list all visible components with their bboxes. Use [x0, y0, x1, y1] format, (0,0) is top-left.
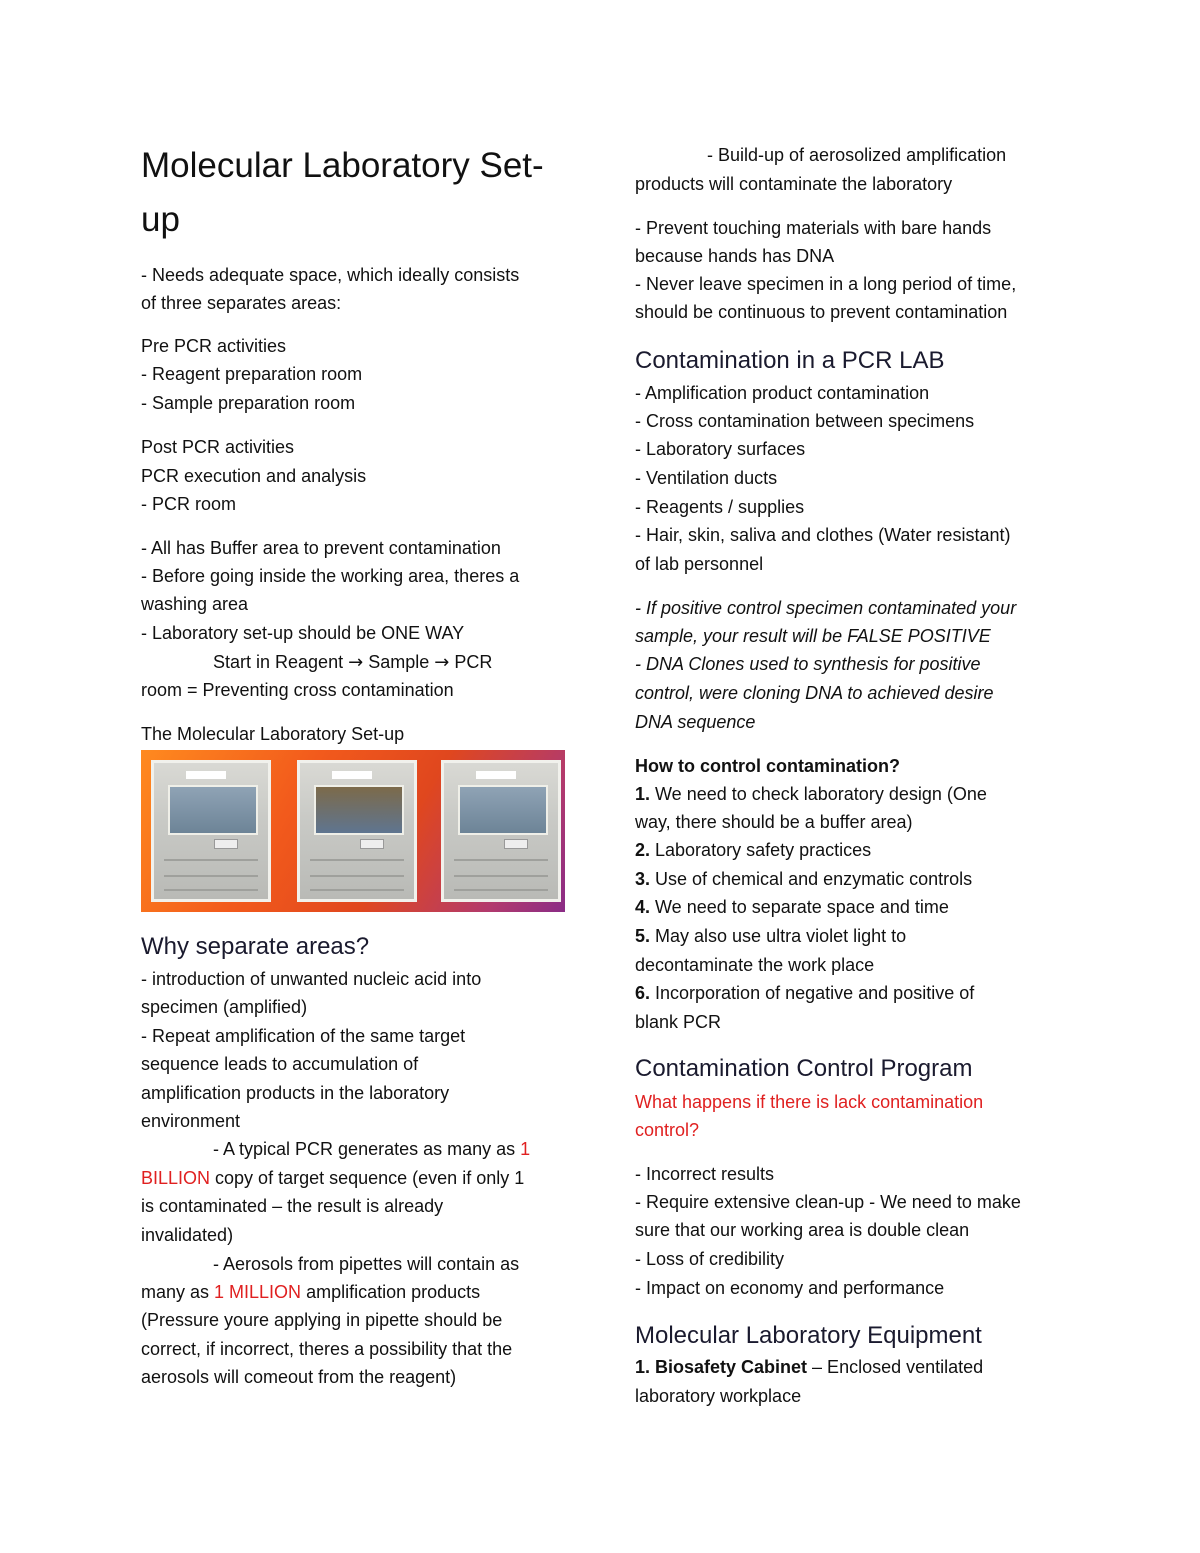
list-item: - Require extensive clean-up - We need to make — [635, 1192, 1021, 1212]
list-item: - Hair, skin, saliva and clothes (Water resistant) — [635, 525, 1011, 545]
list-item: - Aerosols from pipettes will contain as — [213, 1254, 520, 1274]
list-item: - Incorrect results — [635, 1164, 775, 1184]
flow-line-2: room = Preventing cross contamination — [141, 680, 454, 700]
note-text: DNA sequence — [635, 712, 756, 732]
flow-start: Start in Reagent — [213, 652, 349, 672]
section-heading: Molecular Laboratory Equipment — [635, 1322, 982, 1349]
list-item: - Never leave specimen in a long period of time, — [635, 274, 1017, 294]
numbered-item: decontaminate the work place — [635, 955, 875, 975]
section-heading: Contamination Control Program — [635, 1055, 973, 1082]
section-heading: Contamination in a PCR LAB — [635, 347, 945, 374]
list-item: because hands has DNA — [635, 246, 835, 266]
list-item: products will contaminate the laboratory — [635, 174, 953, 194]
numbered-item: 5. May also use ultra violet light to — [635, 926, 907, 946]
note-text: sample, your result will be FALSE POSITIVE — [635, 626, 991, 646]
list-item: aerosols will comeout from the reagent) — [141, 1367, 457, 1387]
question-text: What happens if there is lack contamination — [635, 1092, 984, 1112]
list-item: of lab personnel — [635, 554, 764, 574]
numbered-item: 3. Use of chemical and enzymatic controls — [635, 869, 973, 889]
list-item: - Impact on economy and performance — [635, 1278, 945, 1298]
list-item: specimen (amplified) — [141, 997, 308, 1017]
list-item: - Loss of credibility — [635, 1249, 785, 1269]
numbered-item: laboratory workplace — [635, 1386, 802, 1406]
list-item: - Laboratory set-up should be ONE WAY — [141, 623, 465, 643]
list-item: - Prevent touching materials with bare hands — [635, 218, 992, 238]
numbered-item: blank PCR — [635, 1012, 722, 1032]
list-item: BILLION copy of target sequence (even if only 1 — [141, 1168, 525, 1188]
page-title-line-2: up — [141, 200, 180, 239]
list-item: (Pressure youre applying in pipette should be — [141, 1310, 503, 1330]
numbered-item: 4. We need to separate space and time — [635, 897, 949, 917]
list-item: - Cross contamination between specimens — [635, 411, 975, 431]
door-image — [441, 760, 561, 902]
list-item: invalidated) — [141, 1225, 234, 1245]
figure-caption: The Molecular Laboratory Set-up — [141, 724, 405, 744]
list-item: sequence leads to accumulation of — [141, 1054, 419, 1074]
subsection-heading: How to control contamination? — [635, 756, 900, 776]
post-pcr-subheading: PCR execution and analysis — [141, 466, 367, 486]
list-item: - Build-up of aerosolized amplification — [707, 145, 1007, 165]
arrow-right-icon: → — [348, 652, 364, 673]
list-item: - Ventilation ducts — [635, 468, 778, 488]
numbered-item: 6. Incorporation of negative and positive of — [635, 983, 975, 1003]
numbered-item: 2. Laboratory safety practices — [635, 840, 872, 860]
numbered-item: 1. Biosafety Cabinet – Enclosed ventilated — [635, 1357, 984, 1377]
numbered-item: 1. We need to check laboratory design (One — [635, 784, 987, 804]
list-item: - Sample preparation room — [141, 393, 356, 413]
note-text: - DNA Clones used to synthesis for positive — [635, 654, 981, 674]
flow-line — [213, 650, 492, 675]
list-item: is contaminated – the result is already — [141, 1196, 444, 1216]
intro-text: - Needs adequate space, which ideally consists — [141, 265, 520, 285]
lab-setup-photo — [141, 750, 565, 912]
list-item: sure that our working area is double clean — [635, 1220, 970, 1240]
note-text: - If positive control specimen contaminated your — [635, 598, 1017, 618]
list-item: - Before going inside the working area, theres a — [141, 566, 520, 586]
list-item: environment — [141, 1111, 241, 1131]
door-image — [151, 760, 271, 902]
list-item: - Reagents / supplies — [635, 497, 805, 517]
door-image — [297, 760, 417, 902]
list-item: correct, if incorrect, theres a possibility that the — [141, 1339, 513, 1359]
highlight-text: 1 — [520, 1139, 531, 1159]
numbered-item: way, there should be a buffer area) — [635, 812, 913, 832]
list-item: - Amplification product contamination — [635, 383, 930, 403]
list-item: many as 1 MILLION amplification products — [141, 1282, 481, 1302]
pre-pcr-heading: Pre PCR activities — [141, 336, 287, 356]
flow-sample: Sample — [363, 652, 435, 672]
highlight-text: BILLION — [141, 1168, 211, 1188]
list-item: - Reagent preparation room — [141, 364, 363, 384]
list-item: washing area — [141, 594, 249, 614]
question-text: control? — [635, 1120, 700, 1140]
list-item: - All has Buffer area to prevent contamination — [141, 538, 501, 558]
list-item: - PCR room — [141, 494, 237, 514]
list-item: amplification products in the laboratory — [141, 1083, 450, 1103]
list-item: - Laboratory surfaces — [635, 439, 806, 459]
list-item: should be continuous to prevent contamination — [635, 302, 1008, 322]
page-title-line-1: Molecular Laboratory Set- — [141, 146, 544, 185]
arrow-right-icon: → — [434, 652, 450, 673]
intro-text: of three separates areas: — [141, 293, 342, 313]
section-heading: Why separate areas? — [141, 933, 370, 960]
highlight-text: 1 MILLION — [214, 1282, 302, 1302]
post-pcr-heading: Post PCR activities — [141, 437, 295, 457]
note-text: control, were cloning DNA to achieved desire — [635, 683, 994, 703]
flow-pcr: PCR — [449, 652, 493, 672]
list-item: - introduction of unwanted nucleic acid into — [141, 969, 482, 989]
list-item: - Repeat amplification of the same target — [141, 1026, 466, 1046]
list-item: - A typical PCR generates as many as 1 — [213, 1139, 531, 1159]
